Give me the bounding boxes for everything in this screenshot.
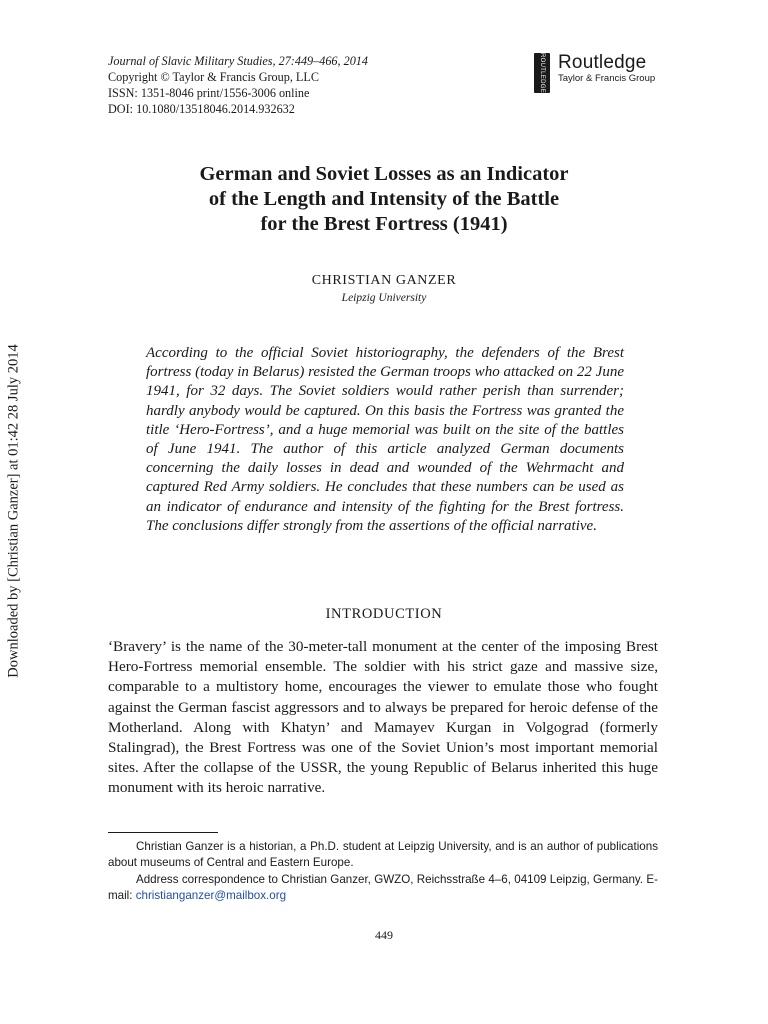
publisher-name: Routledge — [558, 52, 647, 73]
copyright-line: Copyright © Taylor & Francis Group, LLC — [108, 70, 319, 84]
journal-citation-block — [108, 53, 368, 117]
logo-mark-text: ROUTLEDGE — [539, 52, 545, 94]
issn-line: ISSN: 1351-8046 print/1556-3006 online — [108, 86, 310, 100]
footnotes — [108, 839, 658, 905]
doi-line: DOI: 10.1080/13518046.2014.932632 — [108, 102, 295, 116]
abstract: According to the official Soviet historiography, the defenders of the Brest fortress (today in Belarus) resisted the German troops who attacked on 22 June 1941, for 32 days. The Soviet soldiers would rather perish than surrender; hardly anybody would be captured. On this basis the Fortress was granted the title ‘Hero-Fortress’, and a huge memorial was built on the site of the battles of June 1941. The author of this article analyzed German documents concerning the daily losses in dead and wounded of the Wehrmacht and captured Red Army soldiers. He concludes that these numbers can be used as an indicator of endurance and intensity of the fighting for the Brest fortress. The conclusions differ strongly from the assertions of the official narrative. — [146, 345, 624, 534]
author-affiliation: Leipzig University — [341, 292, 427, 304]
article-title — [120, 162, 648, 237]
correspondence-footnote — [108, 872, 658, 905]
publisher-subtitle: Taylor & Francis Group — [558, 73, 656, 84]
author-bio-footnote: Christian Ganzer is a historian, a Ph.D. student at Leipzig University, and is an author of publications about museums of Central and Eastern Europe. — [108, 840, 658, 870]
publisher-logo — [534, 53, 655, 93]
page-number: 449 — [375, 928, 393, 942]
address-text: Address correspondence to Christian Ganzer, GWZO, Reichsstraße 4–6, 04109 Leipzig, Germany. E-mail: — [108, 872, 658, 903]
title-line-3: for the Brest Fortress (1941) — [260, 213, 508, 235]
download-stamp-container — [0, 346, 28, 676]
footnote-divider — [108, 832, 218, 833]
title-line-1: German and Soviet Losses as an Indicator — [199, 163, 569, 185]
section-heading: INTRODUCTION — [325, 606, 443, 622]
routledge-logo-icon — [534, 53, 550, 93]
body-paragraph: ‘Bravery’ is the name of the 30-meter-tall monument at the center of the imposing Brest Hero-Fortress memorial ensemble. The soldier with his strict gaze and massive size, comparable to a multistory home, encourages the viewer to emulate those who fought against the German fascist aggressors and to always be prepared for heroic defense of the Motherland. Along with Khatyn’ and Mamayev Kurgan in Volgograd (formerly Stalingrad), the Brest Fortress was one of the Soviet Union’s most important memorial sites. After the collapse of the USSR, the young Republic of Belarus inherited this huge monument with its heroic narrative. — [108, 638, 658, 797]
author-name: CHRISTIAN GANZER — [311, 273, 457, 288]
download-stamp: Downloaded by [Christian Ganzer] at 01:42 28 July 2014 — [5, 344, 22, 678]
title-line-2: of the Length and Intensity of the Battle — [208, 188, 560, 210]
journal-line: Journal of Slavic Military Studies, 27:449–466, 2014 — [108, 54, 368, 68]
email-link[interactable]: christianganzer@mailbox.org — [135, 889, 287, 903]
